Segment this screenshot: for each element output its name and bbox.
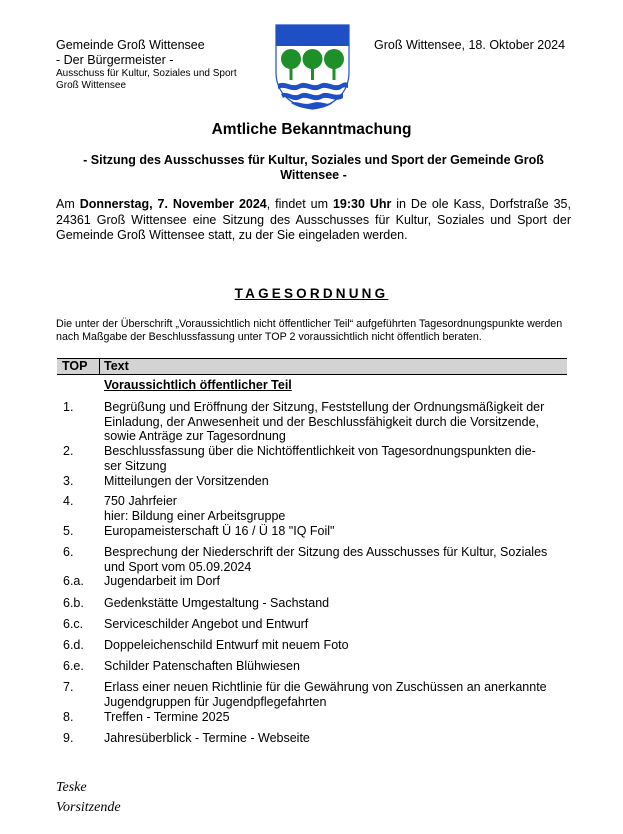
agenda-item-text: Schilder Patenschaften Blühwiesen: [104, 659, 300, 673]
agenda-item-number: 6.: [63, 545, 74, 559]
agenda-note: Die unter der Überschrift „Voraussichtlich nicht öffentlicher Teil“ aufgeführten Tagesordnungspunkte werden nach Maßgabe der Beschlussfassung unter TOP 2 voraussichtlich nicht öffentlich beraten.: [56, 318, 563, 343]
agenda-item-number: 6.c.: [63, 617, 84, 631]
intro-paragraph: [56, 197, 571, 244]
intro-text: , findet um: [266, 197, 333, 211]
agenda-item-number: 6.a.: [63, 574, 84, 588]
signature-role: Vorsitzende: [56, 800, 121, 815]
agenda-item-number: 8.: [63, 710, 74, 724]
agenda-item-text: Erlass einer neuen Richtlinie für die Gewährung von Zuschüssen an anerkannte Jugendgruppen für Jugendpflegefahrten: [104, 680, 547, 709]
meeting-time: 19:30 Uhr: [332, 197, 392, 211]
intro-text: Am: [56, 197, 80, 211]
agenda-item-text: Beschlussfassung über die Nichtöffentlichkeit von Tagesordnungspunkten die- ser Sitzung: [104, 444, 536, 473]
agenda-item-number: 9.: [63, 731, 74, 745]
agenda-item-text: Treffen - Termine 2025: [104, 710, 230, 724]
sender-committee: Ausschuss für Kultur, Soziales und Sport: [56, 68, 237, 79]
agenda-section-heading: Voraussichtlich öffentlicher Teil: [104, 378, 292, 392]
agenda-item-number: 4.: [63, 494, 74, 508]
signature-name: Teske: [56, 780, 87, 795]
agenda-heading: TAGESORDNUNG: [234, 286, 389, 301]
column-divider: [99, 359, 100, 374]
column-text: Text: [104, 359, 129, 373]
sender-block: [56, 38, 276, 92]
agenda-item-text: Gedenkstätte Umgestaltung - Sachstand: [104, 596, 330, 610]
agenda-item-number: 6.d.: [63, 638, 84, 652]
agenda-item-text: Mitteilungen der Vorsitzenden: [104, 474, 269, 488]
sender-municipality: Gemeinde Groß Wittensee: [56, 38, 205, 52]
sender-office: - Der Bürgermeister -: [56, 53, 174, 67]
agenda-item-text: Begrüßung und Eröffnung der Sitzung, Feststellung der Ordnungsmäßigkeit der Einladung, der Anwesenheit und der Beschlussfähigkeit durch die Vorsitzende, sowie Anträge zur Tagesordnung: [104, 400, 545, 443]
meeting-date: Donnerstag, 7. November 2024: [79, 197, 267, 211]
document-subtitle: - Sitzung des Ausschusses für Kultur, Soziales und Sport der Gemeinde Groß Wittensee -: [83, 153, 544, 182]
agenda-item-text: Serviceschilder Angebot und Entwurf: [104, 617, 309, 631]
agenda-item-number: 7.: [63, 680, 74, 694]
agenda-item-number: 6.e.: [63, 659, 84, 673]
agenda-item-text: Besprechung der Niederschrift der Sitzung des Ausschusses für Kultur, Soziales und Sport vom 05.09.2024: [104, 545, 548, 574]
agenda-item-number: 3.: [63, 474, 74, 488]
agenda-item-text: Doppeleichenschild Entwurf mit neuem Foto: [104, 638, 349, 652]
document-date: Groß Wittensee, 18. Oktober 2024: [374, 38, 566, 52]
agenda-item-number: 6.b.: [63, 596, 84, 610]
agenda-item-text: Europameisterschaft Ü 16 / Ü 18 "IQ Foil": [104, 524, 335, 538]
agenda-item-number: 2.: [63, 444, 74, 458]
agenda-item-text: Jugendarbeit im Dorf: [104, 574, 221, 588]
agenda-item-text: Jahresüberblick - Termine - Webseite: [104, 731, 310, 745]
intro-text: in De ole Kass, Dorfstraße 35, 24361 Groß Wittensee eine Sitzung des Ausschusses für Kultur, Soziales und Sport der Gemeinde Groß Wittensee statt, zu der Sie eingeladen werden.: [56, 197, 571, 242]
column-top: TOP: [62, 359, 88, 373]
document-title: Amtliche Bekanntmachung: [211, 121, 412, 138]
agenda-item-number: 1.: [63, 400, 74, 414]
municipal-crest-icon: [275, 24, 350, 110]
agenda-item-number: 5.: [63, 524, 74, 538]
agenda-table-header: [57, 358, 567, 375]
agenda-item-text: 750 Jahrfeier hier: Bildung einer Arbeitsgruppe: [104, 494, 286, 523]
sender-place: Groß Wittensee: [56, 80, 127, 91]
